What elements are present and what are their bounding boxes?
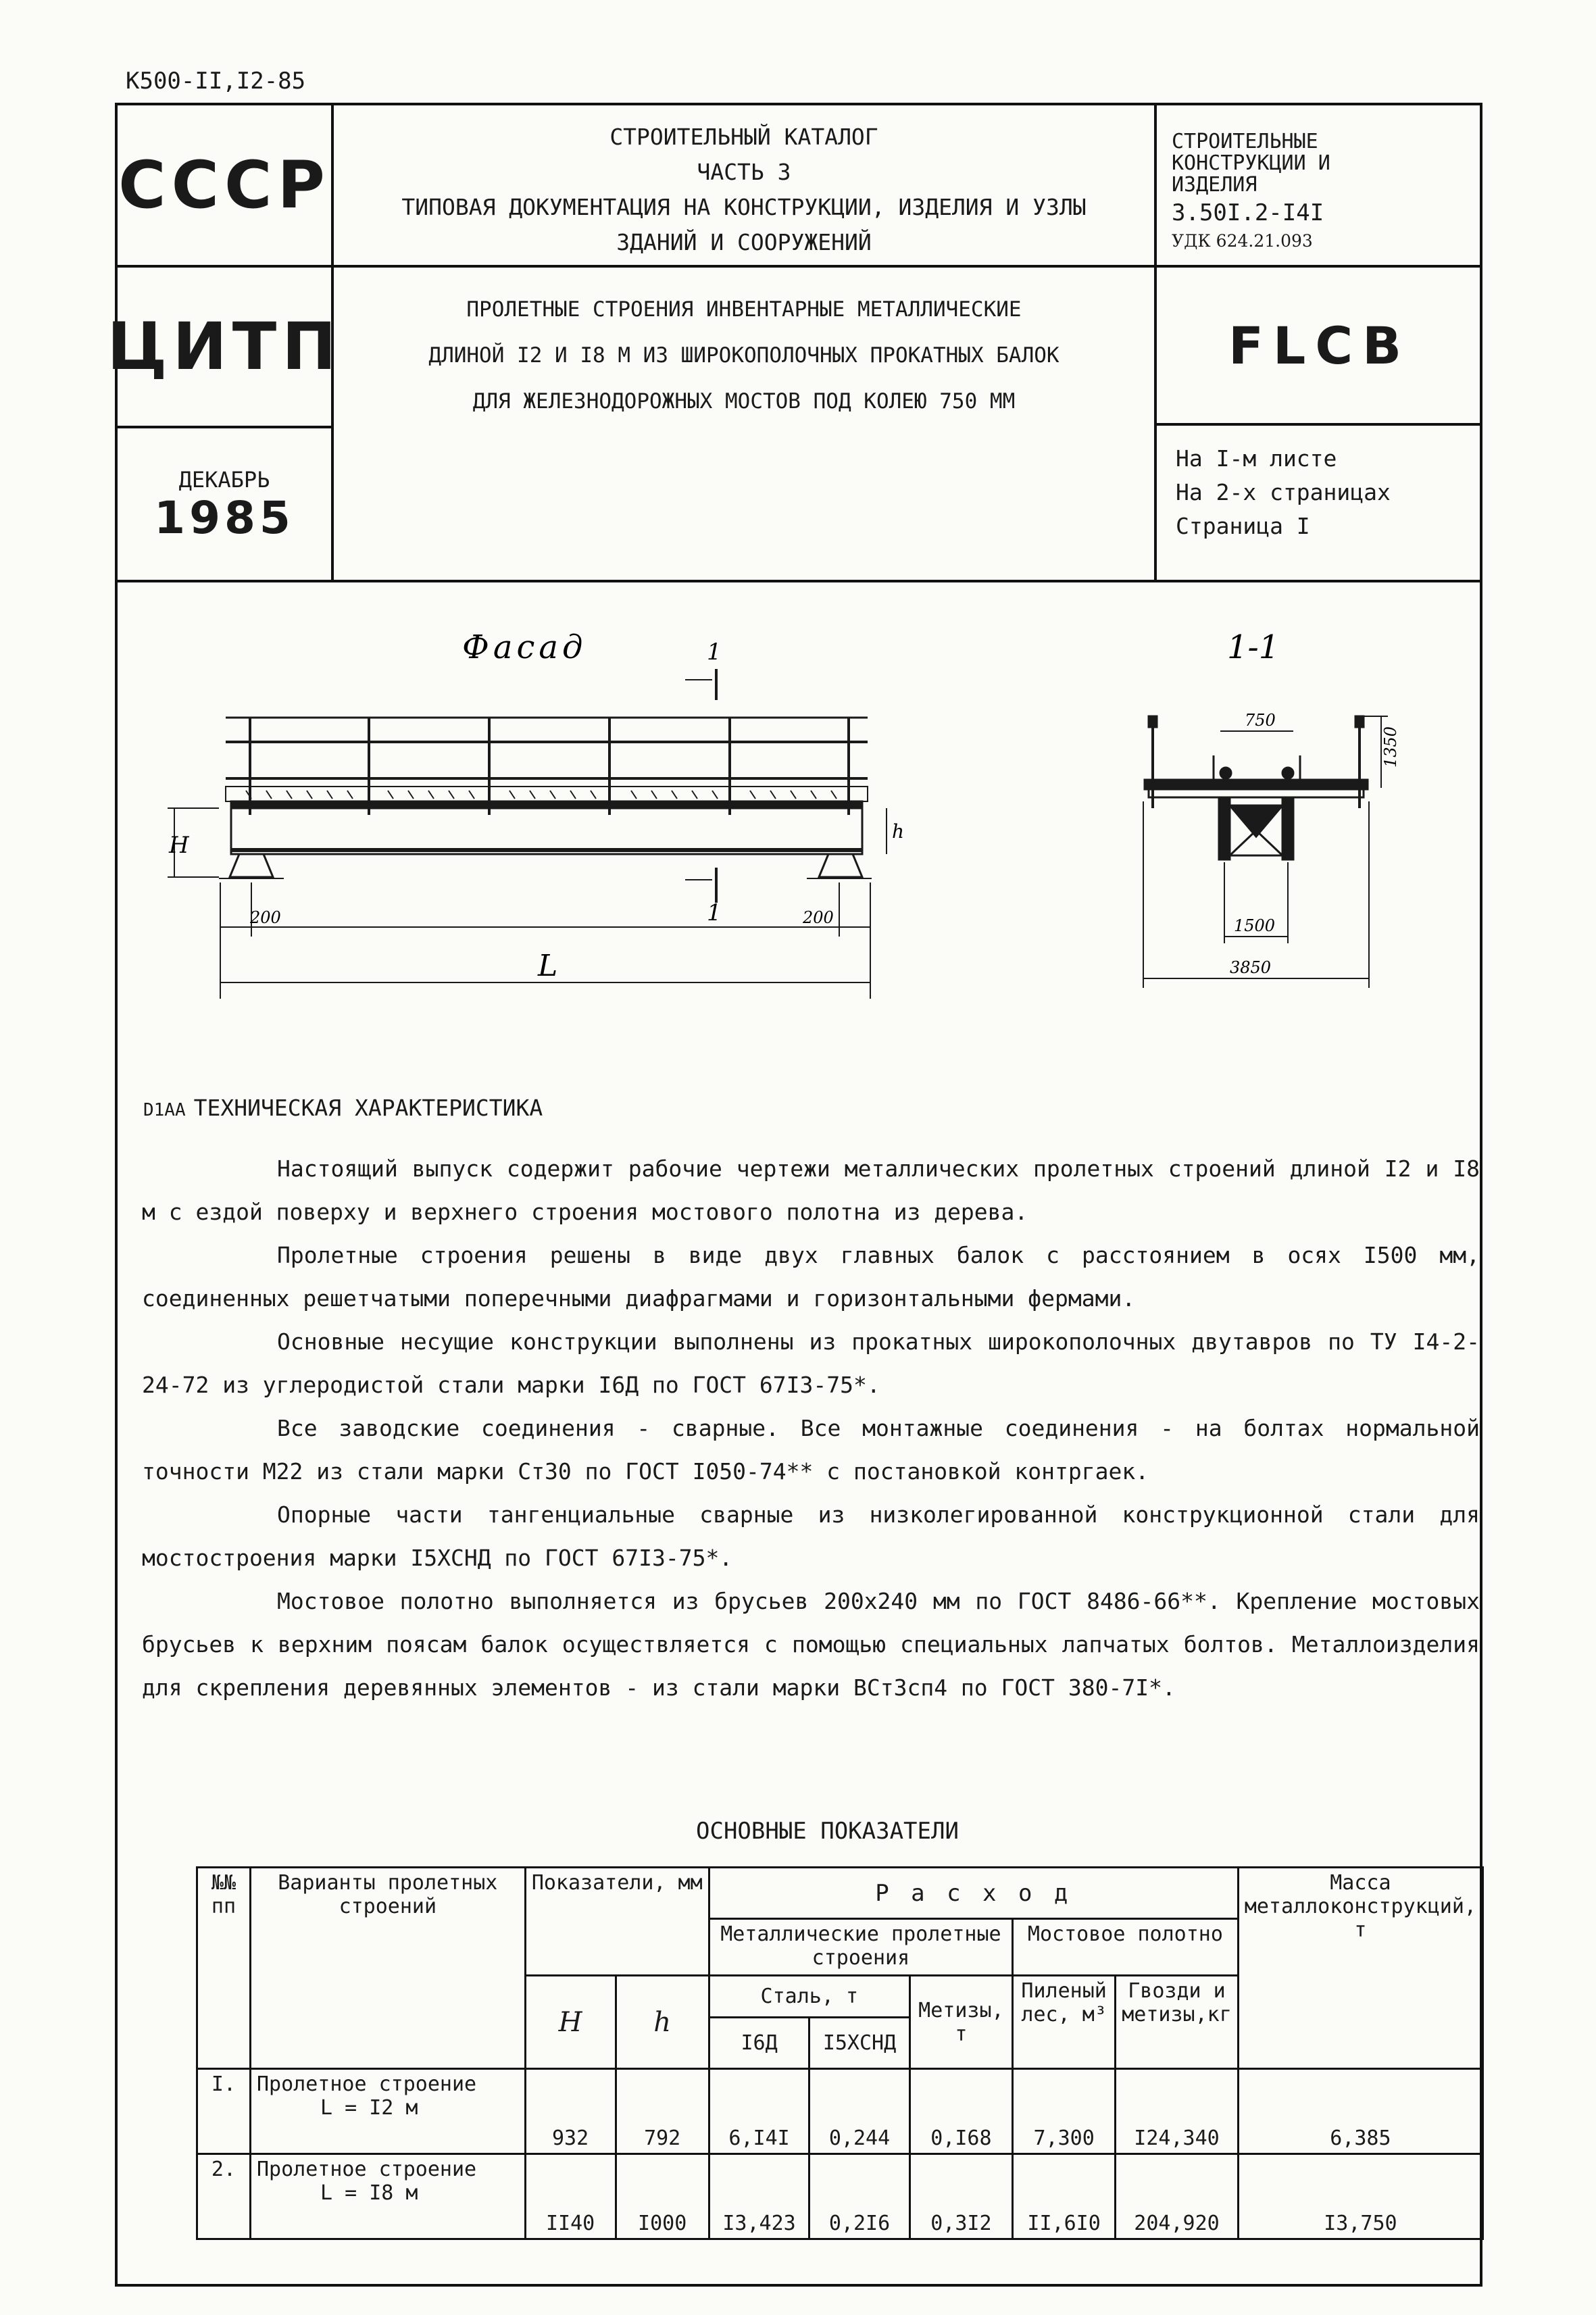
header-steel-16d: I6Д (709, 2018, 809, 2069)
class-line-3: ИЗДЕЛИЯ (1172, 173, 1257, 197)
sheet-info (1176, 442, 1473, 543)
drawing-area (118, 585, 1478, 1072)
header-metiz: Метизы, т (909, 1976, 1012, 2069)
dim-200-right: 200 (803, 908, 834, 927)
table-caption: ОСНОВНЫЕ ПОКАЗАТЕЛИ (696, 1818, 959, 1845)
facade-title: Фасад (462, 628, 587, 666)
header-consumption: Р а с х о д (709, 1868, 1238, 1919)
paragraph-6: Мостовое полотно выполняется из брусьев 200х240 мм по ГОСТ 8486-66**. Крепление мостовых брусьев к верхним поясам балок осуществляется с помощью специальных лапчатых болтов. Металлоизделия для скрепления деревянных элементов - из стали марки ВСт3сп4 по ГОСТ 380-7I*. (142, 1588, 1480, 1701)
catalog-line-1: СТРОИТЕЛЬНЫЙ КАТАЛОГ (609, 124, 878, 150)
row2-h: I000 (616, 2154, 709, 2239)
dim-200-left: 200 (250, 908, 281, 927)
section-mark-top: 1 (707, 639, 722, 666)
row2-H: II40 (525, 2154, 616, 2239)
header-metal-spans: Металлические пролетные строения (709, 1919, 1012, 1976)
header-steel-15hsnd: I5ХСНД (809, 2018, 909, 2069)
row2-nails: 204,920 (1116, 2154, 1239, 2239)
row1-H: 932 (525, 2069, 616, 2154)
catalog-header (334, 119, 1154, 261)
paragraph-5: Опорные части тангенциальные сварные из низколегированной конструкционной стали для мостостроения марки I5ХСНД по ГОСТ 67I3-75*. (142, 1501, 1480, 1571)
row2-name: Пролетное строение (256, 2158, 477, 2181)
row2-wood: II,6I0 (1012, 2154, 1115, 2239)
frame-bottom-border (115, 2284, 1482, 2287)
paragraph-2: Пролетные строения решены в виде двух главных балок с расстоянием в осях I500 мм, соединенных решетчатыми поперечными диафрагмами и горизонтальными фермами. (142, 1242, 1480, 1312)
facade-label-H: H (169, 832, 189, 859)
header-indicators: Показатели, мм (525, 1868, 709, 1976)
document-code: К500-II,I2-85 (126, 68, 306, 95)
date-month: ДЕКАБРЬ (178, 466, 270, 493)
header-deck: Мостовое полотно (1012, 1919, 1238, 1976)
header-num: №№ пп (197, 1868, 251, 2069)
header-steel: Сталь, т (709, 1976, 909, 2018)
row1-nails: I24,340 (1116, 2069, 1239, 2154)
sheet-info-line-2: На 2-х страницах (1176, 479, 1391, 505)
cross-section-drawing (1143, 716, 1388, 988)
header-H: H (525, 1976, 616, 2069)
catalog-code: FLCB (1228, 315, 1412, 376)
dim-750: 750 (1245, 711, 1276, 730)
row1-mass: 6,385 (1238, 2069, 1482, 2154)
catalog-line-3: ТИПОВАЯ ДОКУМЕНТАЦИЯ НА КОНСТРУКЦИИ, ИЗДЕЛИЯ И УЗЛЫ (401, 194, 1087, 220)
row2-steel-16d: I3,423 (709, 2154, 809, 2239)
series-number: 3.50I.2-I4I (1172, 199, 1324, 226)
tech-characteristics-body (142, 1147, 1480, 1710)
catalog-line-4: ЗДАНИЙ И СООРУЖЕНИЙ (616, 229, 872, 255)
row1-num: I. (197, 2069, 251, 2154)
section-title: 1-1 (1227, 628, 1280, 666)
title-block (107, 103, 1482, 582)
row2-mass: I3,750 (1238, 2154, 1482, 2239)
dim-1350: 1350 (1381, 726, 1400, 768)
row1-metiz: 0,I68 (909, 2069, 1012, 2154)
section-mark-bottom: 1 (707, 899, 722, 926)
row1-wood: 7,300 (1012, 2069, 1115, 2154)
row2-variant (250, 2154, 525, 2239)
paragraph-4: Все заводские соединения - сварные. Все монтажные соединения - на болтах нормальной точности М22 из стали марки Ст30 по ГОСТ I050-74** с постановкой контргаек. (142, 1415, 1480, 1485)
row1-variant (250, 2069, 525, 2154)
class-line-1: СТРОИТЕЛЬНЫЕ (1172, 130, 1318, 153)
paragraph-1: Настоящий выпуск содержит рабочие чертежи металлических пролетных строений длиной I2 и I8 м с ездой поверху и верхнего строения мостового полотна из дерева. (142, 1155, 1480, 1225)
date-year: 1985 (154, 491, 295, 544)
catalog-line-2: ЧАСТЬ 3 (697, 159, 791, 185)
org-citp: ЦИТП (107, 309, 342, 384)
org-ussr: СССР (118, 147, 330, 223)
row2-num: 2. (197, 2154, 251, 2239)
section-line-3: ДЛЯ ЖЕЛЕЗНОДОРОЖНЫХ МОСТОВ ПОД КОЛЕЮ 750 ММ (472, 389, 1016, 414)
header-wood: Пиленый лес, м³ (1012, 1976, 1115, 2069)
sheet-info-line-1: На I-м листе (1176, 445, 1337, 472)
section-line-1: ПРОЛЕТНЫЕ СТРОЕНИЯ ИНВЕНТАРНЫЕ МЕТАЛЛИЧЕСКИЕ (466, 297, 1022, 322)
row2-metiz: 0,3I2 (909, 2154, 1012, 2239)
row1-h: 792 (616, 2069, 709, 2154)
row2-steel-15hsnd: 0,2I6 (809, 2154, 909, 2239)
indicators-table (196, 1866, 1484, 2240)
row2-length: L = I8 м (320, 2181, 418, 2205)
header-mass: Масса металлоконструкций, т (1238, 1868, 1482, 2069)
table-row (197, 2069, 1483, 2154)
row1-steel-16d: 6,I4I (709, 2069, 809, 2154)
section-line-2: ДЛИНОЙ I2 И I8 М ИЗ ШИРОКОПОЛОЧНЫХ ПРОКАТНЫХ БАЛОК (428, 343, 1059, 368)
dim-1500: 1500 (1234, 916, 1276, 935)
dim-3850: 3850 (1230, 958, 1272, 977)
heading-text: ТЕХНИЧЕСКАЯ ХАРАКТЕРИСТИКА (193, 1095, 543, 1121)
header-nails: Гвозди и метизы,кг (1116, 1976, 1239, 2069)
heading-tag: D1AA (143, 1100, 186, 1120)
header-h: h (616, 1976, 709, 2069)
paragraph-3: Основные несущие конструкции выполнены из прокатных широкополочных двутавров по ТУ I4-2-24-72 из углеродистой стали марки I6Д по ГОСТ 67I3-75*. (142, 1328, 1480, 1398)
sheet-info-line-3: Страница I (1176, 513, 1310, 539)
girder-hatching (246, 791, 837, 799)
classification-block (1172, 131, 1476, 253)
row1-steel-15hsnd: 0,244 (809, 2069, 909, 2154)
facade-label-L: L (538, 949, 558, 983)
row1-length: L = I2 м (320, 2096, 418, 2120)
table-row (197, 2154, 1483, 2239)
udk-code: УДК 624.21.093 (1172, 231, 1313, 251)
class-line-2: КОНСТРУКЦИИ И (1172, 151, 1330, 175)
row1-name: Пролетное строение (256, 2072, 477, 2096)
facade-label-h: h (892, 820, 905, 843)
tech-characteristics-heading (143, 1095, 543, 1121)
section-title (334, 268, 1154, 443)
facade-drawing (168, 669, 887, 999)
header-variant: Варианты пролетных строений (250, 1868, 525, 2069)
